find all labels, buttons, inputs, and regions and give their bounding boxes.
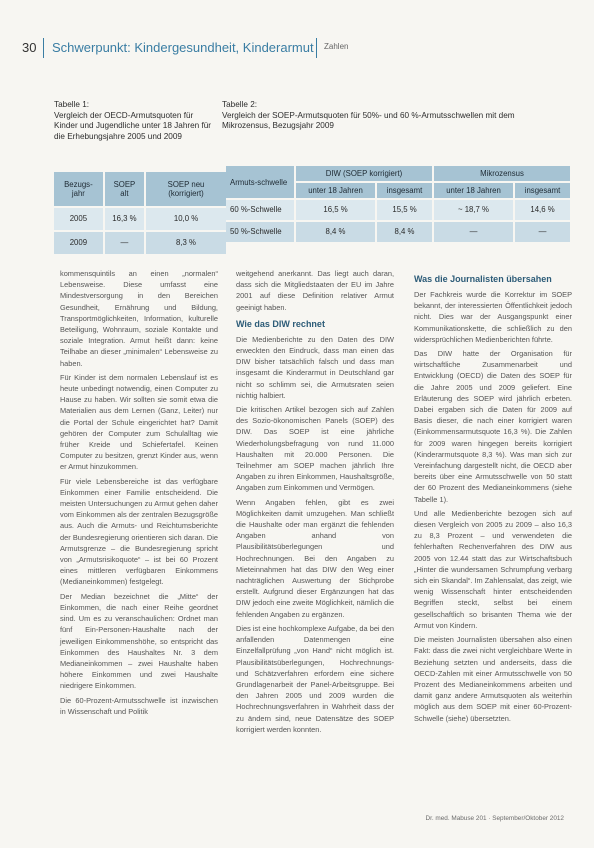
paragraph: Die 60-Prozent-Armutsschwelle ist inzwischen in Wissenschaft und Politik [60, 695, 218, 716]
header-divider [316, 38, 317, 58]
table2-subheader: unter 18 Jahren [434, 183, 513, 198]
page-header [22, 40, 564, 56]
table2-caption-text: Vergleich der SOEP-Armutsquoten für 50%- und 60 %-Armutsschwellen mit dem Mikrozensus, Bezugsjahr 2009 [222, 110, 515, 131]
paragraph: Die kritischen Artikel bezogen sich auf Zahlen des Sozio-ökonomischen Panels (SOEP) des DIW. Das SOEP ist eine jährliche Wiederholungsbefragung von rund 11.000 Haushalten mit 20.000 Personen. Die Teilnehmer am SOEP machen jährlich Ihre Angaben zu ihren Einkommen, Haushaltsgröße, Angaben zum Einkommen und Vermögen. [236, 405, 394, 493]
paragraph: Die Medienberichte zu den Daten des DIW erweckten den Eindruck, dass man einen das DIW bisher tatsächlich falsch und dass man insgesamt die Kinderarmut in Deutschland gar nicht so schlimm sei, die Armutsraten seien nichtig halbiert. [236, 334, 394, 400]
text-column-2 [236, 268, 394, 738]
paragraph: Die meisten Journalisten übersahen also einen Fakt: dass die zwei nicht vergleichbare Werte in Beziehung setzten und anderseits, dass die OECD-Zahlen mit einer Armutsschwelle von 50 Prozent des Medianeinkommens arbeiten und damit ganz andere Armutsquoten als weiterhin möglich aus dem SOEP mit einer 60-Prozent-Schwelle (siehe) übersetzten. [414, 635, 572, 723]
section-title: Schwerpunkt: Kindergesundheit, Kinderarmut [52, 40, 314, 55]
text-column-1 [60, 268, 218, 720]
text-column-3 [414, 268, 572, 727]
table1-cell: 16,3 % [105, 208, 144, 230]
table-row [226, 222, 570, 242]
table2-header-threshold: Armuts-schwelle [226, 166, 294, 198]
table1-caption [54, 100, 214, 142]
body-text [60, 268, 572, 820]
section-subtitle: Zahlen [324, 42, 349, 51]
table2-cell: 8,4 % [377, 222, 432, 242]
header-divider [43, 38, 44, 58]
subheading: Was die Journalisten übersahen [414, 274, 552, 284]
table2-cell: — [515, 222, 570, 242]
table2-subheader: insgesamt [515, 183, 570, 198]
table2-cell: 14,6 % [515, 200, 570, 220]
table2 [224, 164, 572, 244]
table2-subheader: unter 18 Jahren [296, 183, 375, 198]
table1-cell: — [105, 232, 144, 254]
paragraph: Das DIW hatte der Organisation für wirtschaftliche Zusammenarbeit und Entwicklung (OECD) die Daten des SOEP für die Jahre 2005 und 2009 geliefert. Eine Erläuterung des SOEP wird jährlich erbeten. Dabei ergaben sich die Daten für 2009 auf Basis dieser, die nach einer korrigiert waren (Einkommensarmutsquote 16,3 %). Die Zahlen für 2009 waren hingegen bereits korrigiert (Kinderarmutsquote 8,3 %). Was man sich zur Vereinfachung dargestellt nicht, die OECD aber bereits über eine Armutsschwelle von 50 statt der 60 Prozent des Medianeinkommens (siehe Tabelle 1). [414, 349, 572, 504]
paragraph: Wenn Angaben fehlen, gibt es zwei Möglichkeiten damit umzugehen. Man schließt die Haushalte oder man ergänzt die fehlenden Angaben anhand von Plausibilitätsüberlegungen und Hochrechnungen. Bei den Angaben zu Mieteinnahmen hat das DIW den Weg einer nachträglichen Auswertung der Stichprobe erstellt. Aufgrund dieser Ergänzungen hat das DIW jedoch eine zweite Möglichkeit, nämlich die fehlenden Angaben zu ergänzen. [236, 497, 394, 619]
table2-cell: ~ 18,7 % [434, 200, 513, 220]
paragraph: Für Kinder ist dem normalen Lebenslauf ist es heute unbedingt notwendig, einen Computer zu Hause zu haben. Wir sollten sie somit etwa die Materialien aus dem Lernen (Ganz, Leiter) nur die Portal der Schule eingerichtet hat? Damit gehören der Computer zum Schulalltag wie früher Kreide und Schiefertafel. Keinen Computer zu besitzen, grenzt Kinder aus, wenn er Armut hinzukommen. [60, 372, 218, 472]
table1-label: Tabelle 1: [54, 100, 90, 109]
page-number: 30 [22, 40, 37, 55]
table1-header-year: Bezugs-jahr [54, 172, 103, 206]
subheading: Wie das DIW rechnet [236, 318, 325, 329]
table1 [52, 170, 228, 256]
page-footer: Dr. med. Mabuse 201 · September/Oktober 2012 [425, 815, 564, 822]
paragraph: Der Median bezeichnet die „Mitte“ der Einkommen, die nach einer Reihe geordnet sind. Um es zu veranschaulichen: Ordnet man fünf Ein-Personen-Haushalte nach der jeweiligen Einkommenshöhe, so entspricht das Einkommen des Haushaltes Nr. 3 dem Medianeinkommen – zwei Haushalte haben höhere Einkommen und zwei Haushalte niedrigere Einkommen. [60, 591, 218, 691]
paragraph: Und alle Medienberichte bezogen sich auf diesen Vergleich von 2005 zu 2009 – also 16,3 zu 8,3 Prozent – und verwendeten die fehlerhaften Rechenverfahren des DIW aus 2005 von 12.44 statt das zur Wirtschaftsbuch „Hinter die wundersamen Schrumpfung verbarg sich ein Skandal“. Im Zahlensalat, das zeigt, wie wenig Wissenschaft hinter entscheidenden Begriffen steckt, selbst bei einem gesellschaftlich so brisanten Thema wie der Armut von Kindern. [414, 508, 572, 630]
table-row [54, 232, 226, 254]
paragraph: Für viele Lebensbereiche ist das verfügbare Einkommen einer Familie entscheidend. Die meisten Untersuchungen zu Armut gehen daher vom Einkommen als der zentralen Bezugsgröße aus. Auch die Armuts- und Reichtumsberichte der Bundesregierung orientieren sich daran. Die Armutsgrenze – die Bundesregierung spricht von „Armutsrisikoquote“ – ist bei 60 Prozent eines mittleren verfügbaren Einkommens (Medianeinkommen) festgelegt. [60, 476, 218, 587]
table1-caption-text: Vergleich der OECD-Armutsquoten für Kinder und Jugendliche unter 18 Jahren für die Erhebungsjahre 2005 und 2009 [54, 110, 212, 141]
table2-header-mikrozensus: Mikrozensus [434, 166, 570, 181]
table2-cell: 50 %-Schwelle [226, 222, 294, 242]
table2-cell: — [434, 222, 513, 242]
table2-cell: 8,4 % [296, 222, 375, 242]
table1-header-soep-old: SOEP alt [105, 172, 144, 206]
table1-header-soep-new: SOEP neu (korrigiert) [146, 172, 226, 206]
table1-cell: 2005 [54, 208, 103, 230]
table2-subheader: insgesamt [377, 183, 432, 198]
table1-cell: 2009 [54, 232, 103, 254]
table2-cell: 60 %-Schwelle [226, 200, 294, 220]
paragraph: kommensquintils an einen „normalen“ Lebensweise. Diese umfasst eine Mindestversorgung in den Bereichen Gesundheit, Ernährung und Bildung, Transportmöglichkeiten, Information, kulturelle Beteiligung, Wohnraum, soziale Kontakte und soziale Integration. Armut heißt dann: keine Teilhabe an dieser „minimalen“ Lebensweise zu haben. [60, 269, 218, 368]
paragraph: Dies ist eine hochkomplexe Aufgabe, da bei den anfallenden Datenmengen eine Einzelfallprüfung „von Hand“ nicht möglich ist. Plausibilitätsüberlegungen, Hochrechnungs- und Schätzverfahren erfordern eine sichere Grundlagenarbeit der Panel-Arbeitsgruppe. Bei den Jahren 2005 und 2009 wurden die Hochrechnungsverfahren in Wahrheit dass der zu ändern sind, neue Datensätze des SOEP korrigiert werden konnten. [236, 623, 394, 734]
table-row [226, 200, 570, 220]
table1-cell: 10,0 % [146, 208, 226, 230]
table1-cell: 8,3 % [146, 232, 226, 254]
table2-cell: 15,5 % [377, 200, 432, 220]
table-row [54, 208, 226, 230]
table2-caption [222, 100, 562, 132]
table2-header-diw: DIW (SOEP korrigiert) [296, 166, 432, 181]
paragraph: weitgehend anerkannt. Das liegt auch daran, dass sich die Mitgliedstaaten der EU im Jahre 2001 auf diese Definition relativer Armut geeinigt haben. [236, 269, 394, 312]
table2-label: Tabelle 2: [222, 100, 258, 109]
paragraph: Der Fachkreis wurde die Korrektur im SOEP bekannt, der interessierten Öffentlichkeit jedoch nicht. Dies war der Ausgangspunkt einer Kommunikationskette, die schließlich zu den widersprüchlichen Medienberichten führte. [414, 290, 572, 344]
table2-cell: 16,5 % [296, 200, 375, 220]
